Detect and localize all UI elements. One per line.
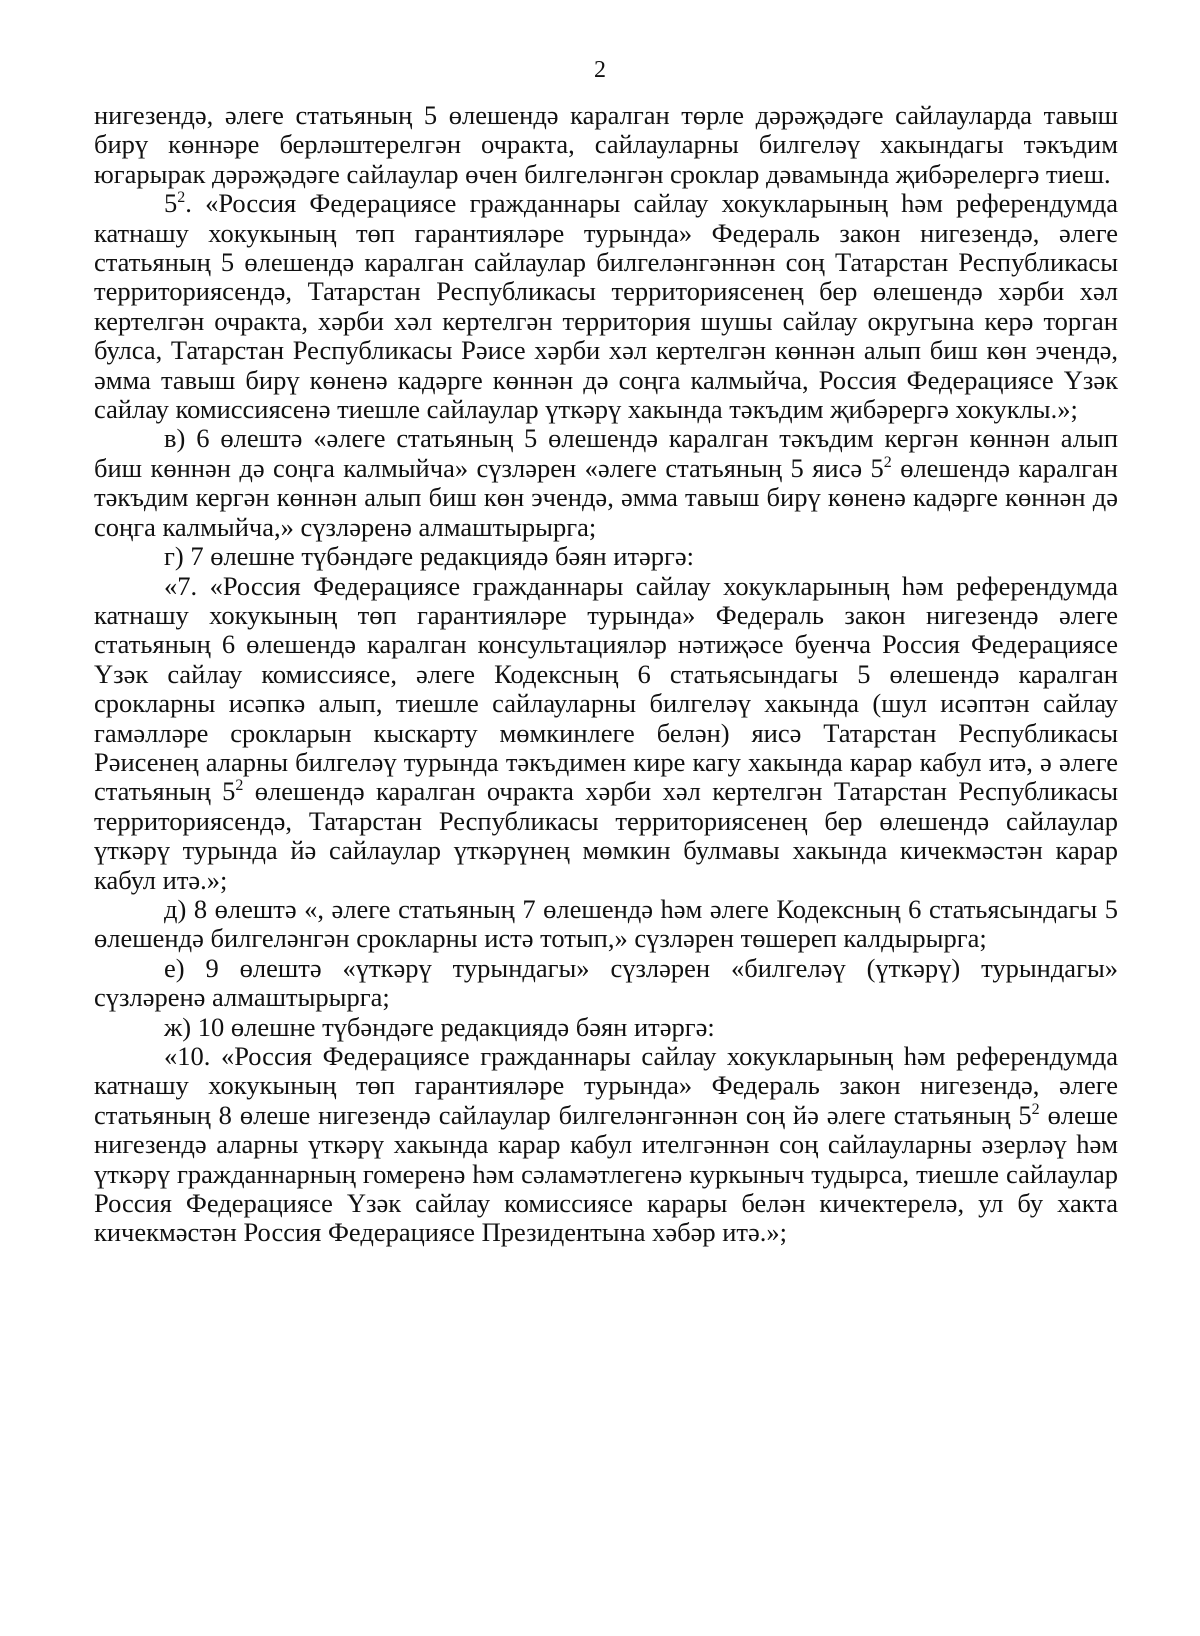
paragraph-item-v (94, 424, 1118, 542)
text-run: в) 6 өлештә «әлеге статьяның 5 өлешендә каралган тәкъдим кергән көннән алып биш көннән дә соңга калмыйча» сүзләрен «әлеге статьяның 5 яисә 5 (94, 423, 1118, 483)
paragraph-item-g (94, 542, 1118, 571)
page-number: 2 (594, 57, 606, 83)
paragraph-item-zh (94, 1013, 1118, 1042)
paragraph-item-5-2 (94, 189, 1118, 424)
paragraph-item-10 (94, 1042, 1118, 1248)
paragraph-item-7 (94, 572, 1118, 895)
superscript: 2 (177, 189, 186, 207)
text-run: «7. «Россия Федерациясе гражданнары сайлау хокукларының һәм референдумда катнашу хокукының төп гарантияләре турында» Федераль закон нигезендә әлеге статьяның 6 өлешендә каралган консультацияләр нәтиҗәсе буенча Россия Федерациясе Үзәк сайлау комиссиясе, әлеге Кодексның 6 статьясындагы 5 өлешендә каралган срокларны исәпкә алып, тиешле сайлауларны билгеләү хакында (шул исәптән сайлау гамәлләре срокларын кыскарту мөмкинлеге белән) яисә Татарстан Республикасы Рәисенең аларны билгеләү турында тәкъдимен кире кагу хакында карар кабул итә, ә әлеге статьяның 5 (94, 570, 1118, 807)
text-run: г) 7 өлешне түбәндәге редакциядә бәян итәргә: (164, 541, 695, 572)
paragraph-continuation: нигезендә, әлеге статьяның 5 өлешендә каралган төрле дәрәҗәдәге сайлауларда тавыш бирү көннәре берләштерелгән очракта, сайлауларны билгеләү хакындагы тәкъдим югарырак дәрәҗәдәге сайлаулар өчен билгеләнгән сроклар дәвамында җибәрелергә тиеш. (94, 100, 1118, 189)
paragraph-item-e (94, 954, 1118, 1013)
text-run: ж) 10 өлешне түбәндәге редакциядә бәян итәргә: (164, 1011, 715, 1042)
document-body (94, 101, 1118, 1248)
superscript: 2 (1031, 1100, 1040, 1118)
text-run: өлеше нигезендә аларны үткәрү хакында карар кабул ителгәннән соң сайлауларны әзерләү һәм үткәрү гражданнарның гомеренә һәм сәламәтлегенә куркыныч тудырса, тиешле сайлаулар Россия Федерациясе Үзәк сайлау комиссиясе карары белән кичектерелә, ул бу хакта кичекмәстән Россия Федерациясе Президентына хәбәр итә.»; (94, 1099, 1118, 1248)
text-run: д) 8 өлештә «, әлеге статьяның 7 өлешендә һәм әлеге Кодексның 6 статьясындагы 5 өлешендә билгеләнгән срокларны истә тотып,» сүзләрен төшереп калдырырга; (94, 893, 1118, 954)
text-run: . «Россия Федерациясе гражданнары сайлау хокукларының һәм референдумда катнашу хокукының төп гарантияләре турында» Федераль закон нигезендә, әлеге статьяның 5 өлешендә каралган сайлаулар билгеләнгәннән соң Татарстан Республикасы территориясендә, Татарстан Республикасы территориясенең бер өлешендә хәрби хәл кертелгән очракта, хәрби хәл кертелгән территория шушы сайлау округына керә торган булса, Татарстан Республикасы Рәисе хәрби хәл кертелгән көннән алып биш көн эчендә, әмма тавыш бирү көненә кадәрге көннән дә соңга калмыйча, Россия Федерациясе Үзәк сайлау комиссиясенә тиешле сайлаулар үткәрү хакында тәкъдим җибәрергә хокуклы.»; (94, 188, 1118, 425)
superscript: 2 (883, 454, 892, 472)
text-run: өлешендә каралган очракта хәрби хәл кертелгән Татарстан Республикасы территориясендә, Татарстан Республикасы территориясенең бер өлешендә сайлаулар үткәрү турында йә сайлаулар үткәрүнең мөмкин булмавы хакында кичекмәстән карар кабул итә.»; (94, 776, 1118, 895)
text-run: өлешендә каралган тәкъдим кергән көннән алып биш көн эчендә, әмма тавыш бирү көненә кадәрге көннән дә соңга калмыйча,» сүзләренә алмаштырырга; (94, 452, 1118, 542)
text-run: «10. «Россия Федерациясе гражданнары сайлау хокукларының һәм референдумда катнашу хокукының төп гарантияләре турында» Федераль закон нигезендә, әлеге статьяның 8 өлеше нигезендә сайлаулар билгеләнгәннән соң йә әлеге статьяның 5 (94, 1041, 1118, 1130)
text-run: 5 (164, 188, 178, 219)
text-run: е) 9 өлештә «үткәрү турындагы» сүзләрен «билгеләү (үткәрү) турындагы» сүзләренә алмаштырырга; (94, 952, 1118, 1013)
paragraph-item-d (94, 895, 1118, 954)
superscript: 2 (235, 777, 244, 795)
